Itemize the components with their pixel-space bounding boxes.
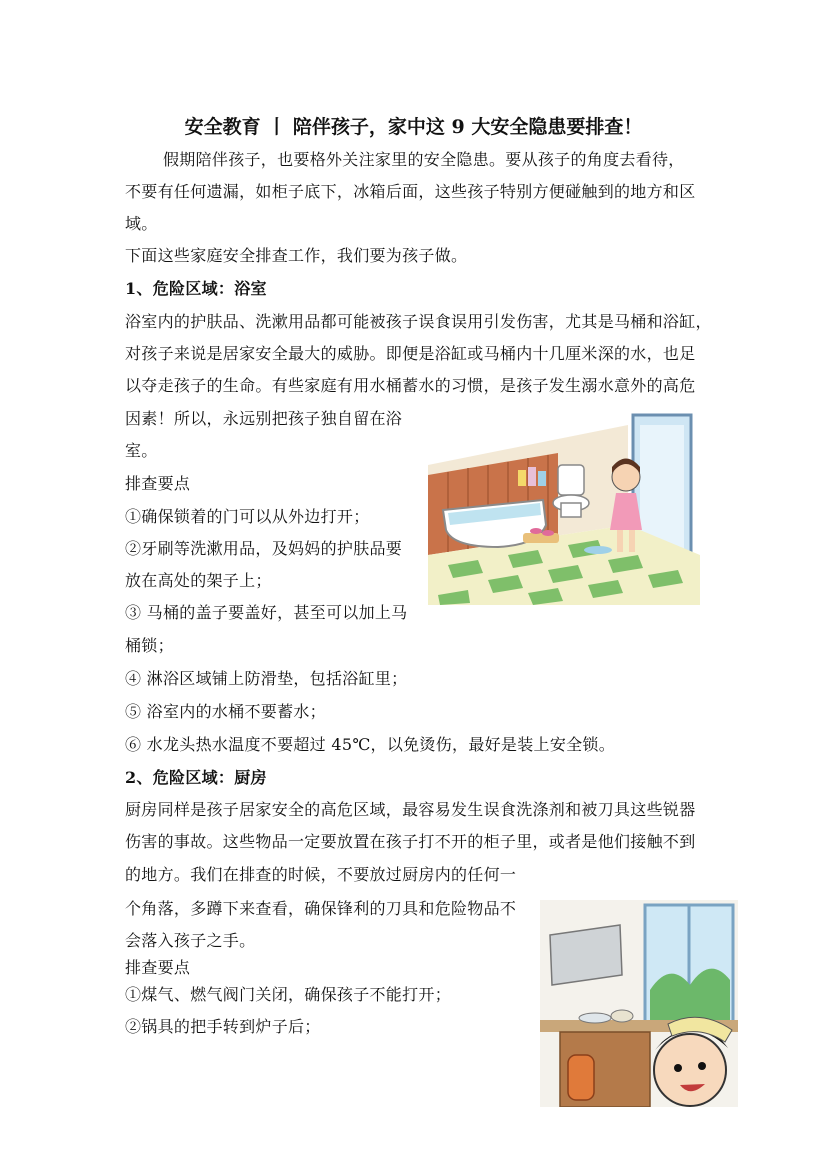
checklist-item: ⑥ 水龙头热水温度不要超过 45℃，以免烫伤，最好是装上安全锁。 <box>125 735 616 754</box>
checklist-item: 放在高处的架子上； <box>125 571 272 590</box>
lead-paragraph: 下面这些家庭安全排查工作，我们要为孩子做。 <box>125 246 468 265</box>
intro-line: 域。 <box>125 214 158 233</box>
section-body-line: 浴室内的护肤品、洗漱用品都可能被孩子误食误用引发伤害，尤其是马桶和浴缸， <box>125 312 712 331</box>
checklist-item: ①确保锁着的门可以从外边打开； <box>125 507 370 526</box>
checklist-item: ⑤ 浴室内的水桶不要蓄水； <box>125 702 326 721</box>
bathroom-illustration <box>428 405 700 605</box>
article-title: 安全教育 丨 陪伴孩子，家中这 9 大安全隐患要排查！ <box>184 116 643 138</box>
section-heading: 2、危险区域：厨房 <box>125 768 267 787</box>
section-body-line: 个角落，多蹲下来查看，确保锋利的刀具和危险物品不 <box>125 899 517 918</box>
checklist-title: 排查要点 <box>125 958 191 977</box>
intro-line: 假期陪伴孩子，也要格外关注家里的安全隐患。要从孩子的角度去看待， <box>163 150 685 169</box>
checklist-item: ①煤气、燃气阀门关闭，确保孩子不能打开； <box>125 985 452 1004</box>
intro-line: 不要有任何遗漏，如柜子底下，冰箱后面，这些孩子特别方便碰触到的地方和区 <box>125 182 696 201</box>
checklist-item: 桶锁； <box>125 636 174 655</box>
checklist-item: ④ 淋浴区域铺上防滑垫，包括浴缸里； <box>125 669 408 688</box>
checklist-item: ②牙刷等洗漱用品，及妈妈的护肤品要 <box>125 539 403 558</box>
checklist-title: 排查要点 <box>125 474 191 493</box>
kitchen-illustration <box>540 900 738 1107</box>
section-body-line: 会落入孩子之手。 <box>125 931 256 950</box>
checklist-item: ②锅具的把手转到炉子后； <box>125 1017 321 1036</box>
section-body-line: 伤害的事故。这些物品一定要放置在孩子打不开的柜子里，或者是他们接触不到 <box>125 832 696 851</box>
section-body-line: 因素！所以，永远别把孩子独自留在浴 <box>125 409 403 428</box>
section-body-line: 对孩子来说是居家安全最大的威胁。即便是浴缸或马桶内十几厘米深的水，也足 <box>125 344 696 363</box>
section-heading: 1、危险区域：浴室 <box>125 279 267 298</box>
section-body-line: 厨房同样是孩子居家安全的高危区域，最容易发生误食洗涤剂和被刀具这些锐器 <box>125 800 696 819</box>
section-body-line: 室。 <box>125 441 158 460</box>
section-body-line: 的地方。我们在排查的时候，不要放过厨房内的任何一 <box>125 865 517 884</box>
checklist-item: ③ 马桶的盖子要盖好，甚至可以加上马 <box>125 603 408 622</box>
section-body-line: 以夺走孩子的生命。有些家庭有用水桶蓄水的习惯，是孩子发生溺水意外的高危 <box>125 376 696 395</box>
